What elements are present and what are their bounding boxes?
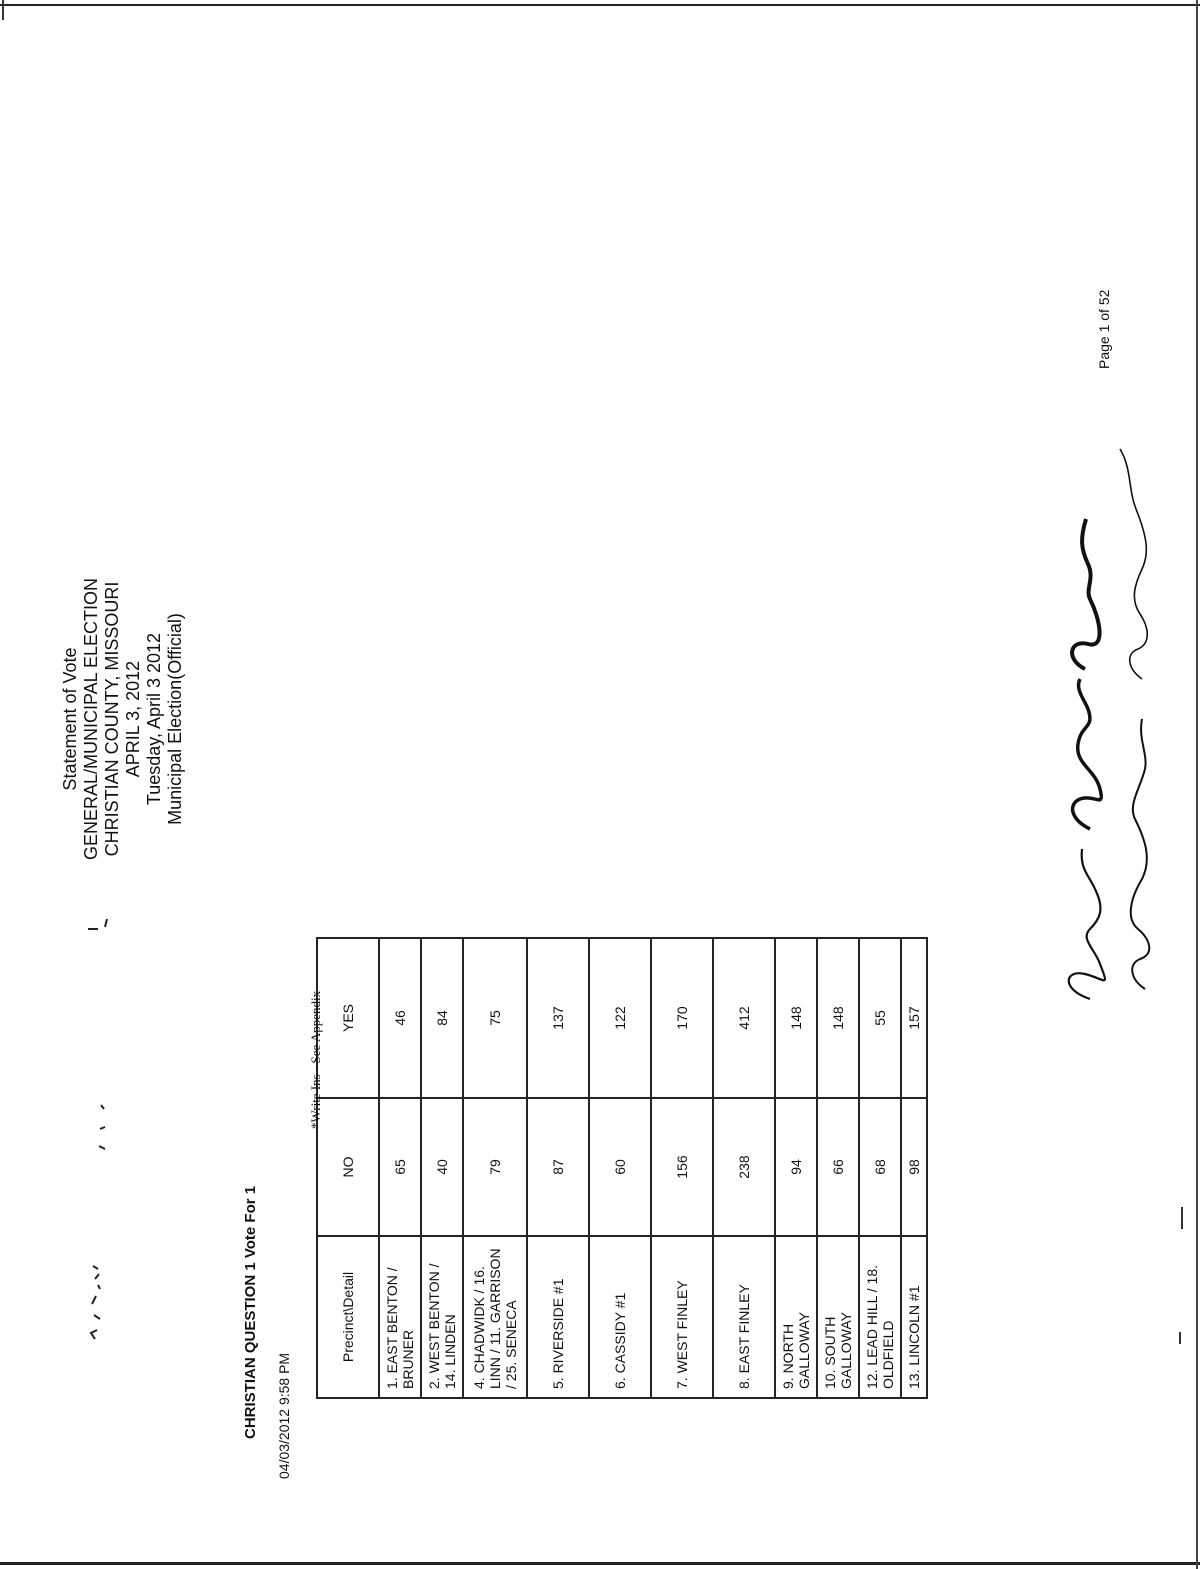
yes-cell: 122 bbox=[589, 938, 651, 1098]
no-cell: 156 bbox=[651, 1098, 713, 1236]
yes-cell: 84 bbox=[421, 938, 463, 1098]
no-cell: 68 bbox=[859, 1098, 901, 1236]
header-line-6: Municipal Election(Official) bbox=[165, 613, 185, 825]
yes-cell: 148 bbox=[817, 938, 859, 1098]
no-cell: 66 bbox=[817, 1098, 859, 1236]
precinct-cell: 12. LEAD HILL / 18. OLDFIELD bbox=[859, 1236, 901, 1398]
no-cell: 65 bbox=[379, 1098, 421, 1236]
header-precinct: Precinct\Detail bbox=[317, 1236, 379, 1398]
precinct-cell: 1. EAST BENTON / BRUNER bbox=[379, 1236, 421, 1398]
no-cell: 40 bbox=[421, 1098, 463, 1236]
header-yes: YES bbox=[317, 938, 379, 1098]
precinct-cell: 5. RIVERSIDE #1 bbox=[527, 1236, 589, 1398]
footer-page-number: Page 1 of 52 bbox=[1096, 289, 1112, 369]
yes-cell: 148 bbox=[775, 938, 817, 1098]
yes-cell: 55 bbox=[859, 938, 901, 1098]
no-cell: 79 bbox=[463, 1098, 527, 1236]
precinct-cell: 7. WEST FINLEY bbox=[651, 1236, 713, 1398]
question-title: CHRISTIAN QUESTION 1 Vote For 1 bbox=[242, 1185, 259, 1439]
no-cell: 60 bbox=[589, 1098, 651, 1236]
scan-mark bbox=[99, 1105, 105, 1149]
no-cell: 98 bbox=[901, 1098, 927, 1236]
precinct-cell: 6. CASSIDY #1 bbox=[589, 1236, 651, 1398]
scan-mark bbox=[91, 1296, 100, 1339]
header-line-2: GENERAL/MUNICIPAL ELECTION bbox=[81, 577, 101, 861]
yes-cell: 46 bbox=[379, 938, 421, 1098]
no-cell: 94 bbox=[775, 1098, 817, 1236]
yes-cell: 157 bbox=[901, 938, 927, 1098]
header-line-5: Tuesday, April 3 2012 bbox=[144, 632, 164, 806]
footer-timestamp: 04/03/2012 9:58 PM bbox=[276, 1352, 292, 1479]
precinct-cell: 9. NORTH GALLOWAY bbox=[775, 1236, 817, 1398]
precinct-cell: 13. LINCOLN #1 bbox=[901, 1236, 927, 1398]
precinct-cell: 10. SOUTH GALLOWAY bbox=[817, 1236, 859, 1398]
header-line-1: Statement of Vote bbox=[60, 647, 80, 791]
yes-cell: 137 bbox=[527, 938, 589, 1098]
no-cell: 87 bbox=[527, 1098, 589, 1236]
scan-mark bbox=[88, 919, 107, 929]
header-line-4: APRIL 3, 2012 bbox=[123, 660, 143, 778]
yes-cell: 75 bbox=[463, 938, 527, 1098]
scan-mark bbox=[93, 1266, 100, 1289]
header-no: NO bbox=[317, 1098, 379, 1236]
precinct-cell: 2. WEST BENTON / 14. LINDEN bbox=[421, 1236, 463, 1398]
precinct-cell: 4. CHADWIDK / 16. LINN / 11. GARRISON / 25. SENECA bbox=[463, 1236, 527, 1398]
yes-cell: 412 bbox=[713, 938, 775, 1098]
yes-cell: 170 bbox=[651, 938, 713, 1098]
no-cell: 238 bbox=[713, 1098, 775, 1236]
header-line-3: CHRISTIAN COUNTY, MISSOURI bbox=[102, 581, 122, 857]
footer-write-ins-note: *Write Ins - See Appendix bbox=[308, 990, 323, 1129]
precinct-cell: 8. EAST FINLEY bbox=[713, 1236, 775, 1398]
